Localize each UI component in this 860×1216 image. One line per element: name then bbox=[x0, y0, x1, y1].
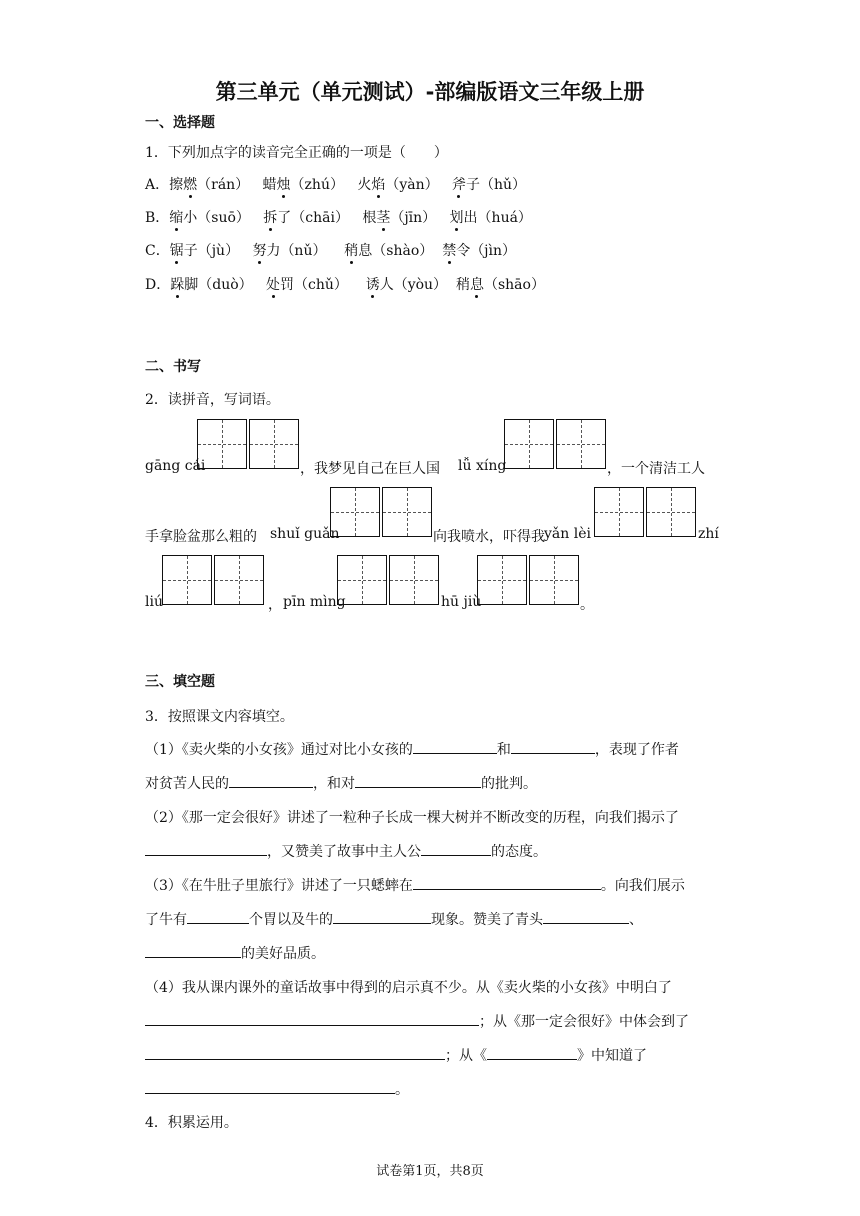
char-box[interactable] bbox=[337, 555, 387, 605]
blank[interactable] bbox=[187, 922, 249, 924]
blank[interactable] bbox=[421, 854, 491, 856]
q3-part4-line2: ；从《那一定会很好》中体会到了 bbox=[145, 1011, 689, 1031]
char-box[interactable] bbox=[646, 487, 696, 537]
pinyin-shui-guan: shuǐ guǎn bbox=[270, 526, 340, 542]
q2-text: 。 bbox=[580, 597, 594, 613]
pinyin-yan-lei: yǎn lèi bbox=[544, 526, 591, 542]
pinyin-pin-ming: pīn mìng bbox=[283, 594, 346, 610]
blank[interactable] bbox=[543, 922, 629, 924]
blank[interactable] bbox=[145, 956, 241, 958]
blank[interactable] bbox=[413, 888, 601, 890]
blank[interactable] bbox=[145, 1092, 395, 1094]
page-footer: 试卷第1页，共8页 bbox=[376, 1164, 484, 1179]
blank[interactable] bbox=[413, 752, 497, 754]
blank[interactable] bbox=[511, 752, 595, 754]
q3-part3-line1: （3）《在牛肚子里旅行》讲述了一只蟋蟀在 。向我们展示 bbox=[145, 878, 685, 894]
q3-part3-line2: 了牛有 个胃以及牛的 现象。赞美了青头 、 bbox=[145, 912, 643, 928]
q1-option-b[interactable]: B．缩小（suō） 拆了（chāi） 根茎（jīn） 划出（huá） bbox=[145, 207, 532, 227]
char-box[interactable] bbox=[330, 487, 380, 537]
q1-stem: 1．下列加点字的读音完全正确的一项是（ ） bbox=[145, 145, 448, 161]
char-box[interactable] bbox=[197, 419, 247, 469]
char-box[interactable] bbox=[504, 419, 554, 469]
section-heading-choice: 一、选择题 bbox=[145, 115, 215, 131]
q2-text: ， bbox=[268, 597, 282, 613]
section-heading-writing: 二、书写 bbox=[145, 359, 201, 375]
pinyin-lv-xing: lǚ xíng bbox=[458, 458, 507, 474]
q3-part1-line2: 对贫苦人民的 ，和对 的批判。 bbox=[145, 776, 537, 792]
char-box[interactable] bbox=[382, 487, 432, 537]
char-box[interactable] bbox=[477, 555, 527, 605]
char-box[interactable] bbox=[214, 555, 264, 605]
q3-part1-line1: （1）《卖火柴的小女孩》通过对比小女孩的 和 ，表现了作者 bbox=[145, 742, 679, 758]
char-box[interactable] bbox=[389, 555, 439, 605]
q3-part4-line3: ；从《 》中知道了 bbox=[145, 1045, 647, 1065]
q1-option-c[interactable]: C．锯子（jù） 努力（nǔ） 稍息（shào） 禁令（jìn） bbox=[145, 240, 516, 260]
blank[interactable] bbox=[487, 1058, 577, 1060]
page-title: 第三单元（单元测试）-部编版语文三年级上册 bbox=[215, 80, 645, 104]
pinyin-hu-jiu: hū jiù bbox=[441, 594, 482, 610]
blank[interactable] bbox=[355, 786, 481, 788]
q4-stem: 4．积累运用。 bbox=[145, 1115, 238, 1131]
pinyin-zhi: zhí bbox=[698, 526, 719, 542]
char-box[interactable] bbox=[594, 487, 644, 537]
q2-text: 手拿脸盆那么粗的 bbox=[145, 529, 257, 545]
blank[interactable] bbox=[145, 1024, 479, 1026]
q3-stem: 3．按照课文内容填空。 bbox=[145, 709, 294, 725]
q2-text: ，我梦见自己在巨人国 bbox=[300, 461, 440, 477]
q3-part2-line2: ，又赞美了故事中主人公 的态度。 bbox=[145, 841, 547, 861]
q3-part2-line1: （2）《那一定会很好》讲述了一粒种子长成一棵大树并不断改变的历程，向我们揭示了 bbox=[145, 810, 679, 826]
q3-part4-line1: （4）我从课内课外的童话故事中得到的启示真不少。从《卖火柴的小女孩》中明白了 bbox=[145, 980, 672, 996]
q3-part4-line4: 。 bbox=[145, 1079, 409, 1099]
char-box[interactable] bbox=[529, 555, 579, 605]
q2-stem: 2．读拼音，写词语。 bbox=[145, 392, 280, 408]
char-box[interactable] bbox=[249, 419, 299, 469]
pinyin-gang-cai: gāng cái bbox=[145, 458, 206, 474]
q3-part3-line3: 的美好品质。 bbox=[145, 943, 325, 963]
pinyin-liu: liú bbox=[145, 594, 163, 610]
char-box[interactable] bbox=[162, 555, 212, 605]
char-box[interactable] bbox=[556, 419, 606, 469]
blank[interactable] bbox=[229, 786, 313, 788]
q2-text: 向我喷水，吓得我 bbox=[433, 529, 545, 545]
q2-text: ，一个清洁工人 bbox=[607, 461, 705, 477]
blank[interactable] bbox=[333, 922, 431, 924]
blank[interactable] bbox=[145, 854, 267, 856]
section-heading-fill: 三、填空题 bbox=[145, 674, 215, 690]
blank[interactable] bbox=[145, 1058, 445, 1060]
q1-option-a[interactable]: A．擦燃（rán） 蜡烛（zhú） 火焰（yàn） 斧子（hǔ） bbox=[145, 174, 526, 194]
q1-option-d[interactable]: D．跺脚（duò） 处罚（chǔ） 诱人（yòu） 稍息（shāo） bbox=[145, 274, 545, 294]
